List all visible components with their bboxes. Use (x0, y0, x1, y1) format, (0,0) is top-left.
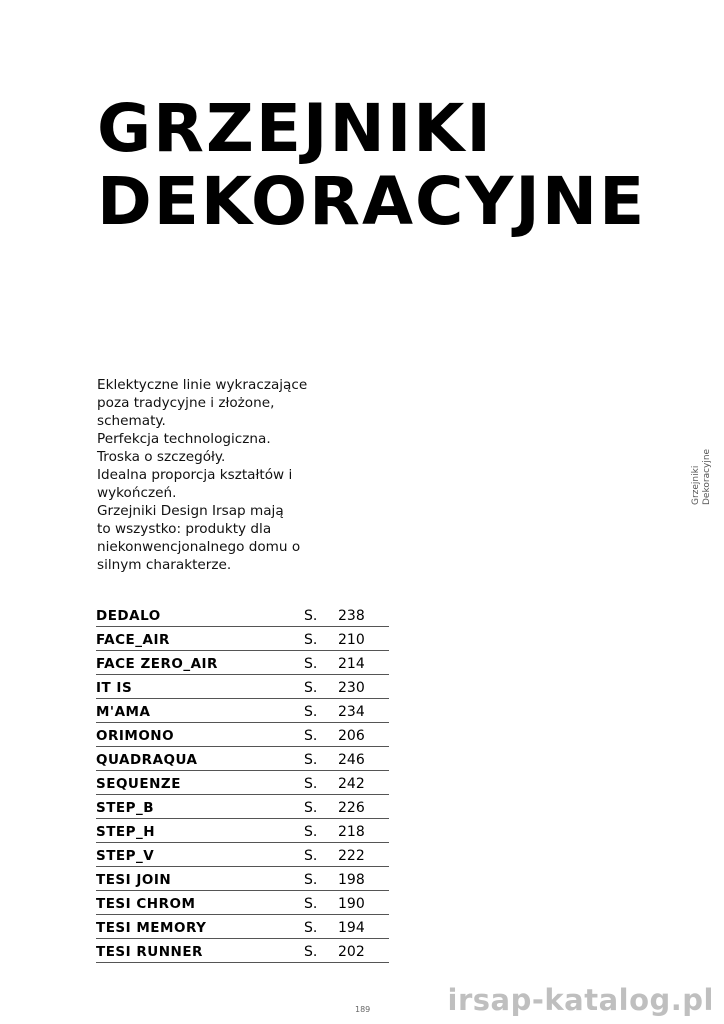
page-title (97, 92, 646, 238)
toc-page-prefix: S. (304, 656, 318, 672)
toc-page-number: 226 (338, 800, 365, 816)
toc-page-number: 190 (338, 896, 365, 912)
toc-page-number: 218 (338, 824, 365, 840)
toc-product-name: TESI JOIN (96, 872, 172, 888)
toc-product-name: TESI RUNNER (96, 944, 203, 960)
intro-line: to wszystko: produkty dla (97, 521, 272, 537)
toc-page-prefix: S. (304, 632, 318, 648)
intro-line: Eklektyczne linie wykraczające (97, 377, 308, 393)
toc-product-name: STEP_V (96, 848, 155, 864)
toc-row[interactable] (96, 916, 389, 939)
toc-product-name: M'AMA (96, 704, 151, 720)
intro-line: poza tradycyjne i złożone, (97, 395, 275, 411)
title-line-2: DEKORACYJNE (97, 163, 647, 240)
toc-product-name: QUADRAQUA (96, 752, 198, 768)
toc-row[interactable] (96, 772, 389, 795)
toc-product-name: IT IS (96, 680, 133, 696)
toc-product-name: ORIMONO (96, 728, 175, 744)
side-label-line-1: Grzejniki (691, 465, 701, 505)
title-line-1: GRZEJNIKI (97, 90, 493, 167)
toc-page-prefix: S. (304, 608, 318, 624)
toc-page-number: 214 (338, 656, 365, 672)
toc-page-prefix: S. (304, 800, 318, 816)
toc-page-number: 198 (338, 872, 365, 888)
toc-row[interactable] (96, 940, 389, 963)
intro-paragraph (97, 376, 357, 574)
toc-product-name: FACE ZERO_AIR (96, 656, 218, 672)
side-label-line-2: Dekoracyjne (702, 448, 712, 505)
toc-product-name: SEQUENZE (96, 776, 181, 792)
page-number: 189 (355, 1005, 371, 1014)
toc-page-prefix: S. (304, 824, 318, 840)
toc-page-prefix: S. (304, 704, 318, 720)
toc-page-prefix: S. (304, 680, 318, 696)
toc-row[interactable] (96, 652, 389, 675)
intro-line: Idealna proporcja kształtów i (97, 467, 293, 483)
toc-page-number: 194 (338, 920, 365, 936)
toc-page-number: 230 (338, 680, 365, 696)
toc-page-number: 238 (338, 608, 365, 624)
intro-line: Perfekcja technologiczna. (97, 431, 271, 447)
table-of-contents (96, 604, 389, 964)
toc-page-number: 246 (338, 752, 365, 768)
intro-line: schematy. (97, 413, 166, 429)
toc-row[interactable] (96, 700, 389, 723)
toc-row[interactable] (96, 796, 389, 819)
intro-line: niekonwencjonalnego domu o (97, 539, 301, 555)
toc-product-name: TESI MEMORY (96, 920, 207, 936)
section-side-label (691, 449, 713, 505)
toc-page-prefix: S. (304, 848, 318, 864)
toc-page-number: 210 (338, 632, 365, 648)
toc-page-number: 206 (338, 728, 365, 744)
watermark: irsap-katalog.pl (447, 983, 714, 1017)
toc-page-prefix: S. (304, 776, 318, 792)
toc-product-name: STEP_H (96, 824, 156, 840)
toc-page-prefix: S. (304, 872, 318, 888)
toc-row[interactable] (96, 820, 389, 843)
toc-page-number: 242 (338, 776, 365, 792)
toc-row[interactable] (96, 676, 389, 699)
toc-page-number: 222 (338, 848, 365, 864)
toc-row[interactable] (96, 868, 389, 891)
toc-product-name: STEP_B (96, 800, 155, 816)
intro-line: Troska o szczegóły. (97, 449, 226, 465)
intro-line: Grzejniki Design Irsap mają (97, 503, 284, 519)
toc-product-name: TESI CHROM (96, 896, 196, 912)
toc-page-prefix: S. (304, 920, 318, 936)
toc-product-name: DEDALO (96, 608, 161, 624)
toc-page-prefix: S. (304, 752, 318, 768)
toc-row[interactable] (96, 724, 389, 747)
toc-row[interactable] (96, 892, 389, 915)
toc-row[interactable] (96, 604, 389, 627)
toc-page-prefix: S. (304, 944, 318, 960)
intro-line: wykończeń. (97, 485, 177, 501)
toc-page-prefix: S. (304, 728, 318, 744)
toc-product-name: FACE_AIR (96, 632, 170, 648)
toc-row[interactable] (96, 628, 389, 651)
toc-page-number: 234 (338, 704, 365, 720)
toc-page-prefix: S. (304, 896, 318, 912)
toc-page-number: 202 (338, 944, 365, 960)
toc-row[interactable] (96, 844, 389, 867)
toc-row[interactable] (96, 748, 389, 771)
intro-line: silnym charakterze. (97, 557, 232, 573)
